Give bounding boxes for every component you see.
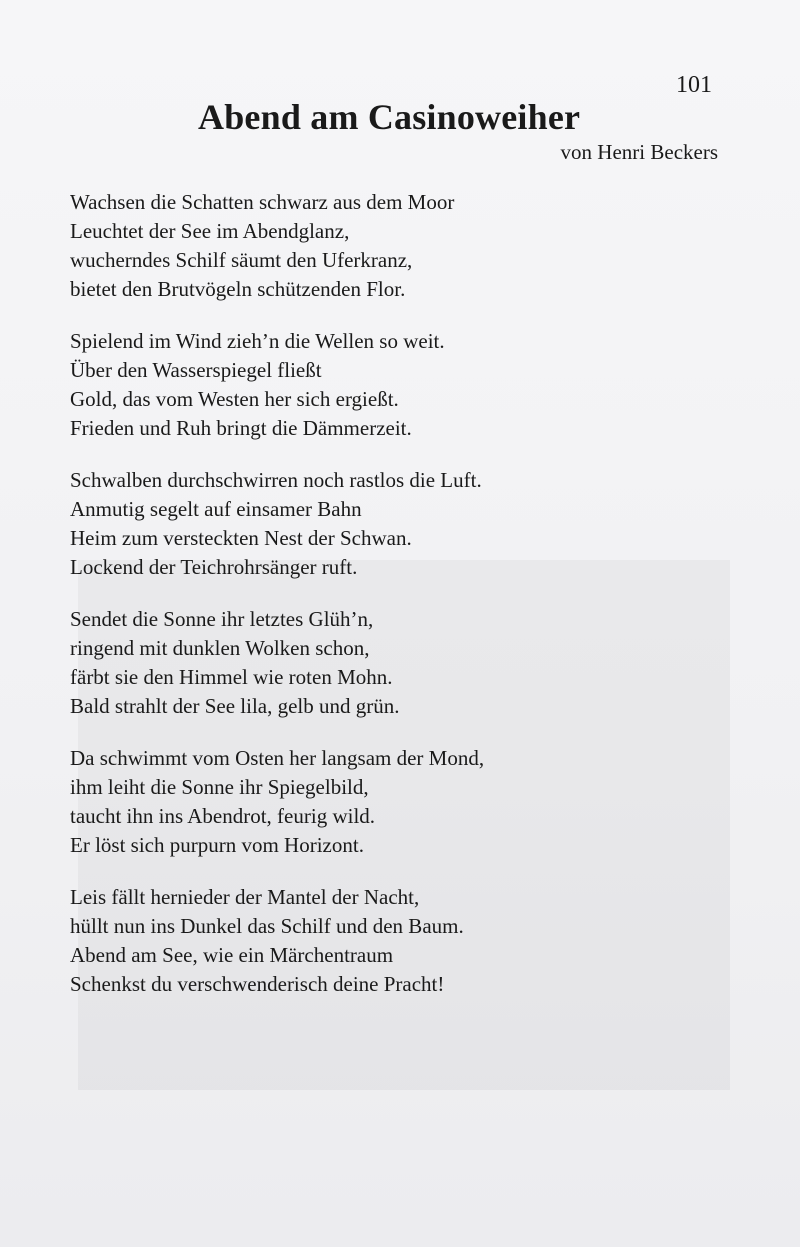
poem-line: Frieden und Ruh bringt die Dämmerzeit. bbox=[70, 416, 412, 440]
poem-line: Gold, das vom Westen her sich ergießt. bbox=[70, 387, 399, 411]
poem-line: bietet den Brutvögeln schützenden Flor. bbox=[70, 277, 406, 301]
poem-line: Sendet die Sonne ihr letztes Glüh’n, bbox=[70, 607, 374, 631]
stanza bbox=[70, 466, 730, 582]
page-number: 101 bbox=[676, 72, 712, 98]
poem-line: Schwalben durchschwirren noch rastlos die Luft. bbox=[70, 468, 482, 492]
poem-line: Wachsen die Schatten schwarz aus dem Moor bbox=[70, 190, 455, 214]
poem-line: färbt sie den Himmel wie roten Mohn. bbox=[70, 665, 393, 689]
stanza bbox=[70, 188, 730, 304]
poem-line: Spielend im Wind zieh’n die Wellen so weit. bbox=[70, 329, 445, 353]
poem-author: von Henri Beckers bbox=[560, 140, 718, 164]
poem-line: Er löst sich purpurn vom Horizont. bbox=[70, 833, 364, 857]
poem-line: ringend mit dunklen Wolken schon, bbox=[70, 636, 370, 660]
poem-line: Bald strahlt der See lila, gelb und grün. bbox=[70, 694, 400, 718]
poem-line: hüllt nun ins Dunkel das Schilf und den Baum. bbox=[70, 914, 464, 938]
stanza bbox=[70, 883, 730, 999]
poem-line: Da schwimmt vom Osten her langsam der Mond, bbox=[70, 746, 485, 770]
stanza bbox=[70, 744, 730, 860]
stanza bbox=[70, 605, 730, 721]
poem-line: taucht ihn ins Abendrot, feurig wild. bbox=[70, 804, 376, 828]
poem-line: ihm leiht die Sonne ihr Spiegelbild, bbox=[70, 775, 369, 799]
poem-line: Anmutig segelt auf einsamer Bahn bbox=[70, 497, 362, 521]
poem-line: Leuchtet der See im Abendglanz, bbox=[70, 219, 350, 243]
poem-line: wucherndes Schilf säumt den Uferkranz, bbox=[70, 248, 413, 272]
poem-line: Heim zum versteckten Nest der Schwan. bbox=[70, 526, 412, 550]
poem-line: Leis fällt hernieder der Mantel der Nacht, bbox=[70, 885, 420, 909]
poem-line: Über den Wasserspiegel fließt bbox=[70, 358, 322, 382]
poem-line: Lockend der Teichrohrsänger ruft. bbox=[70, 555, 358, 579]
stanza bbox=[70, 327, 730, 443]
poem-title: Abend am Casinoweiher bbox=[198, 97, 581, 137]
poem-body bbox=[70, 188, 730, 1022]
poem-line: Abend am See, wie ein Märchentraum bbox=[70, 943, 394, 967]
poem-line: Schenkst du verschwenderisch deine Pracht! bbox=[70, 972, 445, 996]
